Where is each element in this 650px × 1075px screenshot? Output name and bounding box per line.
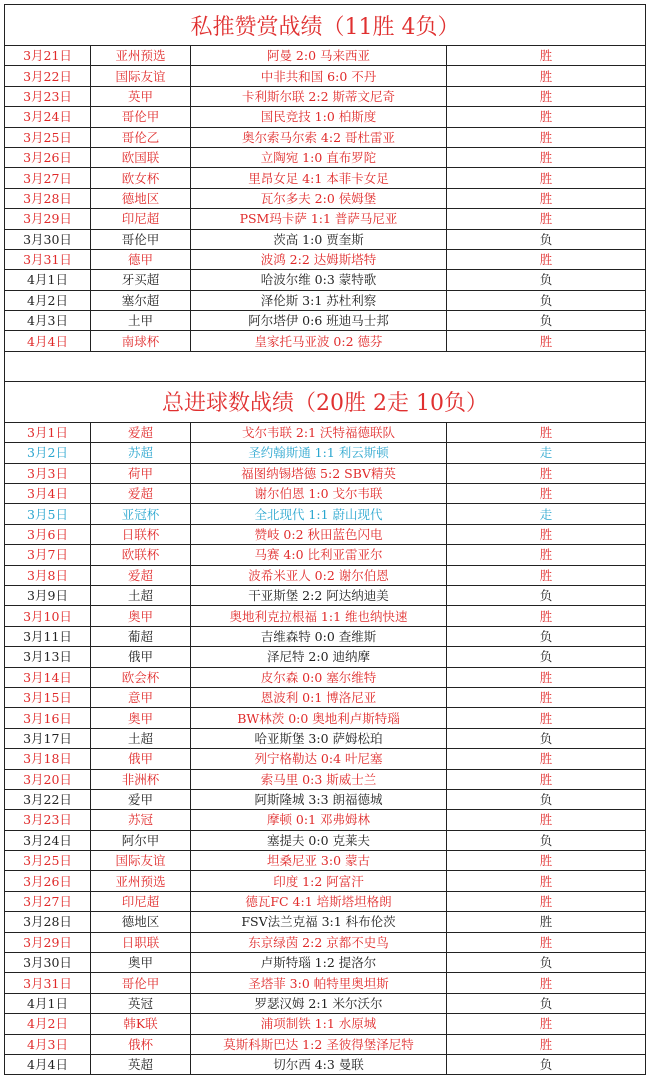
result-cell: 胜 (447, 66, 646, 86)
result-cell: 负 (447, 1054, 646, 1074)
date-cell: 3月27日 (5, 891, 91, 911)
date-cell: 4月2日 (5, 1014, 91, 1034)
league-cell: 国际友谊 (91, 851, 191, 871)
result-cell: 走 (447, 443, 646, 463)
match-cell: 泽尼特 2:0 迪纳摩 (191, 647, 447, 667)
date-cell: 3月25日 (5, 851, 91, 871)
league-cell: 欧会杯 (91, 667, 191, 687)
table-row (5, 728, 646, 748)
league-cell: 奥甲 (91, 953, 191, 973)
table-row (5, 1014, 646, 1034)
result-cell: 负 (447, 229, 646, 249)
table-row (5, 585, 646, 605)
result-cell: 胜 (447, 973, 646, 993)
table-row (5, 708, 646, 728)
match-cell: 马赛 4:0 比利亚雷亚尔 (191, 545, 447, 565)
date-cell: 3月29日 (5, 932, 91, 952)
result-cell: 胜 (447, 749, 646, 769)
league-cell: 日联杯 (91, 524, 191, 544)
result-cell: 负 (447, 993, 646, 1013)
table-row (5, 209, 646, 229)
date-cell: 3月31日 (5, 249, 91, 269)
result-cell: 负 (447, 270, 646, 290)
table-row (5, 127, 646, 147)
date-cell: 3月31日 (5, 973, 91, 993)
table-row (5, 311, 646, 331)
match-cell: 戈尔韦联 2:1 沃特福德联队 (191, 422, 447, 442)
league-cell: 非洲杯 (91, 769, 191, 789)
result-cell: 负 (447, 585, 646, 605)
table-row (5, 565, 646, 585)
result-cell: 胜 (447, 209, 646, 229)
date-cell: 3月8日 (5, 565, 91, 585)
league-cell: 国际友谊 (91, 66, 191, 86)
league-cell: 欧女杯 (91, 168, 191, 188)
result-cell: 胜 (447, 86, 646, 106)
section-spacer (5, 351, 646, 381)
match-cell: 卡利斯尔联 2:2 斯蒂文尼奇 (191, 86, 447, 106)
date-cell: 3月4日 (5, 484, 91, 504)
league-cell: 亚州预选 (91, 871, 191, 891)
result-cell: 胜 (447, 1014, 646, 1034)
league-cell: 苏冠 (91, 810, 191, 830)
match-cell: 罗瑟汉姆 2:1 米尔沃尔 (191, 993, 447, 1013)
result-cell: 胜 (447, 565, 646, 585)
table-row (5, 188, 646, 208)
match-cell: 赞岐 0:2 秋田蓝色闪电 (191, 524, 447, 544)
result-cell: 胜 (447, 606, 646, 626)
date-cell: 4月4日 (5, 331, 91, 351)
date-cell: 3月17日 (5, 728, 91, 748)
match-cell: 吉维森特 0:0 查维斯 (191, 626, 447, 646)
date-cell: 3月25日 (5, 127, 91, 147)
table-row (5, 270, 646, 290)
match-cell: 皮尔森 0:0 塞尔维特 (191, 667, 447, 687)
date-cell: 3月7日 (5, 545, 91, 565)
date-cell: 3月28日 (5, 188, 91, 208)
date-cell: 3月1日 (5, 422, 91, 442)
table-row (5, 871, 646, 891)
table-row (5, 830, 646, 850)
date-cell: 4月3日 (5, 1034, 91, 1054)
date-cell: 3月5日 (5, 504, 91, 524)
league-cell: 德地区 (91, 188, 191, 208)
league-cell: 奥甲 (91, 606, 191, 626)
result-cell: 胜 (447, 1034, 646, 1054)
table-row (5, 769, 646, 789)
league-cell: 英冠 (91, 993, 191, 1013)
match-cell: 哈波尔维 0:3 蒙特歌 (191, 270, 447, 290)
result-cell: 胜 (447, 687, 646, 707)
table-row (5, 647, 646, 667)
league-cell: 英超 (91, 1054, 191, 1074)
match-cell: BW林茨 0:0 奥地利卢斯特瑙 (191, 708, 447, 728)
table-row (5, 86, 646, 106)
league-cell: 牙买超 (91, 270, 191, 290)
date-cell: 4月3日 (5, 311, 91, 331)
match-cell: 阿尔塔伊 0:6 班迪马士邦 (191, 311, 447, 331)
date-cell: 3月27日 (5, 168, 91, 188)
result-cell: 胜 (447, 168, 646, 188)
result-cell: 负 (447, 626, 646, 646)
table-row (5, 912, 646, 932)
match-cell: 中非共和国 6:0 不丹 (191, 66, 447, 86)
table-row (5, 484, 646, 504)
date-cell: 4月4日 (5, 1054, 91, 1074)
match-cell: 阿曼 2:0 马来西亚 (191, 46, 447, 66)
match-cell: 塞提夫 0:0 克莱夫 (191, 830, 447, 850)
match-cell: 全北现代 1:1 蔚山现代 (191, 504, 447, 524)
league-cell: 亚州预选 (91, 46, 191, 66)
league-cell: 德地区 (91, 912, 191, 932)
league-cell: 俄杯 (91, 1034, 191, 1054)
match-cell: 切尔西 4:3 曼联 (191, 1054, 447, 1074)
date-cell: 3月6日 (5, 524, 91, 544)
league-cell: 俄甲 (91, 749, 191, 769)
result-cell: 负 (447, 728, 646, 748)
match-cell: 浦项制铁 1:1 水原城 (191, 1014, 447, 1034)
table-row (5, 687, 646, 707)
date-cell: 3月28日 (5, 912, 91, 932)
table-row (5, 626, 646, 646)
match-cell: 干亚斯堡 2:2 阿达纳迪美 (191, 585, 447, 605)
match-cell: 立陶宛 1:0 直布罗陀 (191, 147, 447, 167)
date-cell: 4月2日 (5, 290, 91, 310)
match-cell: 圣塔菲 3:0 帕特里奥坦斯 (191, 973, 447, 993)
result-cell: 胜 (447, 107, 646, 127)
match-cell: 莫斯科斯巴达 1:2 圣彼得堡泽尼特 (191, 1034, 447, 1054)
league-cell: 爱超 (91, 422, 191, 442)
table-row (5, 545, 646, 565)
league-cell: 土超 (91, 585, 191, 605)
match-cell: 索马里 0:3 斯威士兰 (191, 769, 447, 789)
match-cell: 印度 1:2 阿富汗 (191, 871, 447, 891)
league-cell: 印尼超 (91, 209, 191, 229)
league-cell: 阿尔甲 (91, 830, 191, 850)
result-cell: 胜 (447, 249, 646, 269)
date-cell: 3月20日 (5, 769, 91, 789)
date-cell: 3月10日 (5, 606, 91, 626)
table-row (5, 932, 646, 952)
league-cell: 苏超 (91, 443, 191, 463)
date-cell: 3月9日 (5, 585, 91, 605)
date-cell: 3月23日 (5, 810, 91, 830)
date-cell: 3月14日 (5, 667, 91, 687)
match-cell: 皇家托马亚波 0:2 德芬 (191, 331, 447, 351)
result-cell: 负 (447, 311, 646, 331)
section1-title-row (5, 5, 646, 46)
date-cell: 3月24日 (5, 107, 91, 127)
result-cell: 胜 (447, 524, 646, 544)
league-cell: 哥伦甲 (91, 229, 191, 249)
result-cell: 胜 (447, 331, 646, 351)
league-cell: 塞尔超 (91, 290, 191, 310)
result-cell: 胜 (447, 545, 646, 565)
date-cell: 3月26日 (5, 147, 91, 167)
result-cell: 胜 (447, 127, 646, 147)
result-cell: 胜 (447, 667, 646, 687)
table-row (5, 422, 646, 442)
match-cell: 阿斯隆城 3:3 朗福德城 (191, 789, 447, 809)
section2-title-row (5, 381, 646, 422)
table-row (5, 443, 646, 463)
table-row (5, 229, 646, 249)
date-cell: 3月16日 (5, 708, 91, 728)
league-cell: 哥伦乙 (91, 127, 191, 147)
match-cell: PSM玛卡萨 1:1 普萨马尼亚 (191, 209, 447, 229)
match-cell: 恩波利 0:1 博洛尼亚 (191, 687, 447, 707)
match-cell: 里昂女足 4:1 本菲卡女足 (191, 168, 447, 188)
league-cell: 俄甲 (91, 647, 191, 667)
league-cell: 韩K联 (91, 1014, 191, 1034)
match-cell: 摩顿 0:1 邓弗姆林 (191, 810, 447, 830)
match-cell: 奥尔索马尔索 4:2 哥杜雷亚 (191, 127, 447, 147)
match-cell: 波希米亚人 0:2 谢尔伯恩 (191, 565, 447, 585)
result-cell: 负 (447, 647, 646, 667)
table-row (5, 606, 646, 626)
table-row (5, 331, 646, 351)
result-cell: 走 (447, 504, 646, 524)
league-cell: 德甲 (91, 249, 191, 269)
match-cell: 谢尔伯恩 1:0 戈尔韦联 (191, 484, 447, 504)
table-row (5, 810, 646, 830)
date-cell: 3月13日 (5, 647, 91, 667)
match-cell: 德瓦FC 4:1 培斯塔坦格朗 (191, 891, 447, 911)
result-cell: 胜 (447, 484, 646, 504)
league-cell: 爱甲 (91, 789, 191, 809)
result-cell: 胜 (447, 851, 646, 871)
result-cell: 胜 (447, 46, 646, 66)
table-row (5, 667, 646, 687)
result-cell: 胜 (447, 912, 646, 932)
result-cell: 胜 (447, 422, 646, 442)
table-row (5, 524, 646, 544)
table-row (5, 463, 646, 483)
table-row (5, 993, 646, 1013)
result-cell: 胜 (447, 891, 646, 911)
match-cell: 圣约翰斯通 1:1 利云斯顿 (191, 443, 447, 463)
table-row (5, 290, 646, 310)
table-row (5, 107, 646, 127)
date-cell: 3月23日 (5, 86, 91, 106)
result-cell: 负 (447, 290, 646, 310)
result-cell: 胜 (447, 810, 646, 830)
match-cell: 泽伦斯 3:1 苏杜利察 (191, 290, 447, 310)
result-cell: 负 (447, 789, 646, 809)
date-cell: 3月22日 (5, 789, 91, 809)
league-cell: 葡超 (91, 626, 191, 646)
result-cell: 胜 (447, 147, 646, 167)
date-cell: 3月24日 (5, 830, 91, 850)
league-cell: 欧国联 (91, 147, 191, 167)
date-cell: 3月3日 (5, 463, 91, 483)
table-row (5, 504, 646, 524)
league-cell: 哥伦甲 (91, 107, 191, 127)
match-cell: 坦桑尼亚 3:0 蒙古 (191, 851, 447, 871)
table-row (5, 891, 646, 911)
league-cell: 哥伦甲 (91, 973, 191, 993)
date-cell: 3月29日 (5, 209, 91, 229)
table-row (5, 66, 646, 86)
match-cell: 波鸿 2:2 达姆斯塔特 (191, 249, 447, 269)
result-cell: 胜 (447, 463, 646, 483)
match-cell: 瓦尔多夫 2:0 侯姆堡 (191, 188, 447, 208)
league-cell: 欧联杯 (91, 545, 191, 565)
table-row (5, 851, 646, 871)
league-cell: 印尼超 (91, 891, 191, 911)
result-cell: 胜 (447, 769, 646, 789)
date-cell: 3月18日 (5, 749, 91, 769)
date-cell: 4月1日 (5, 270, 91, 290)
date-cell: 4月1日 (5, 993, 91, 1013)
result-cell: 胜 (447, 871, 646, 891)
date-cell: 3月22日 (5, 66, 91, 86)
league-cell: 意甲 (91, 687, 191, 707)
result-cell: 负 (447, 830, 646, 850)
table-row (5, 789, 646, 809)
record-sheet (4, 4, 645, 1075)
league-cell: 爱超 (91, 565, 191, 585)
league-cell: 日职联 (91, 932, 191, 952)
table-row (5, 46, 646, 66)
table-row (5, 147, 646, 167)
league-cell: 南球杯 (91, 331, 191, 351)
league-cell: 亚冠杯 (91, 504, 191, 524)
match-cell: 列宁格勒达 0:4 叶尼塞 (191, 749, 447, 769)
match-cell: 哈亚斯堡 3:0 萨姆松珀 (191, 728, 447, 748)
table-row (5, 1034, 646, 1054)
result-cell: 负 (447, 953, 646, 973)
league-cell: 荷甲 (91, 463, 191, 483)
section1-title: 私推赞赏战绩（11胜 4负） (5, 5, 646, 46)
league-cell: 爱超 (91, 484, 191, 504)
league-cell: 土超 (91, 728, 191, 748)
date-cell: 3月26日 (5, 871, 91, 891)
table-row (5, 168, 646, 188)
date-cell: 3月21日 (5, 46, 91, 66)
league-cell: 土甲 (91, 311, 191, 331)
result-cell: 胜 (447, 932, 646, 952)
date-cell: 3月15日 (5, 687, 91, 707)
match-cell: 茨高 1:0 贾奎斯 (191, 229, 447, 249)
table-row (5, 973, 646, 993)
result-cell: 胜 (447, 188, 646, 208)
date-cell: 3月2日 (5, 443, 91, 463)
match-cell: 福图纳锡塔德 5:2 SBV精英 (191, 463, 447, 483)
date-cell: 3月30日 (5, 229, 91, 249)
match-cell: 奥地利克拉根福 1:1 维也纳快速 (191, 606, 447, 626)
record-table (4, 4, 646, 1075)
table-row (5, 249, 646, 269)
result-cell: 胜 (447, 708, 646, 728)
match-cell: FSV法兰克福 3:1 科布伦茨 (191, 912, 447, 932)
section2-title: 总进球数战绩（20胜 2走 10负） (5, 381, 646, 422)
date-cell: 3月30日 (5, 953, 91, 973)
match-cell: 国民竞技 1:0 柏斯度 (191, 107, 447, 127)
league-cell: 英甲 (91, 86, 191, 106)
match-cell: 东京绿茵 2:2 京都不史鸟 (191, 932, 447, 952)
league-cell: 奥甲 (91, 708, 191, 728)
date-cell: 3月11日 (5, 626, 91, 646)
match-cell: 卢斯特瑙 1:2 提洛尔 (191, 953, 447, 973)
table-row (5, 953, 646, 973)
table-row (5, 749, 646, 769)
